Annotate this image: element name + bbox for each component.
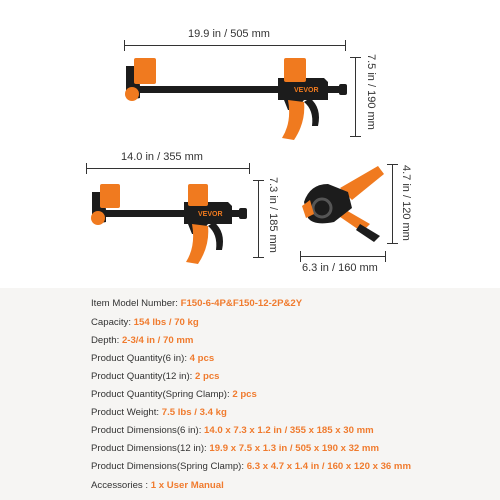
dimension-line bbox=[392, 164, 393, 244]
spec-row-quantity-spring: Product Quantity(Spring Clamp): 2 pcs bbox=[91, 389, 257, 400]
brand-logo: VEVOR bbox=[294, 87, 319, 94]
dimension-tick bbox=[86, 163, 87, 174]
dimension-line bbox=[124, 45, 346, 46]
dimension-line bbox=[86, 168, 250, 169]
dimension-line bbox=[355, 57, 356, 137]
small-height-label: 7.3 in / 185 mm bbox=[267, 177, 279, 253]
dimension-tick bbox=[253, 180, 264, 181]
dimension-tick bbox=[253, 257, 264, 258]
spec-row-quantity-12in: Product Quantity(12 in): 2 pcs bbox=[91, 371, 220, 382]
dimension-tick bbox=[345, 40, 346, 51]
spec-row-accessories: Accessories : 1 x User Manual bbox=[91, 480, 224, 491]
spec-row-dimensions-spring: Product Dimensions(Spring Clamp): 6.3 x 4.7 x 1.4 in / 160 x 120 x 36 mm bbox=[91, 461, 411, 472]
spring-width-label: 6.3 in / 160 mm bbox=[302, 262, 378, 274]
dimension-tick bbox=[124, 40, 125, 51]
small-width-label: 14.0 in / 355 mm bbox=[121, 151, 203, 163]
specifications-panel bbox=[0, 288, 500, 500]
large-width-label: 19.9 in / 505 mm bbox=[188, 28, 270, 40]
dimension-tick bbox=[350, 57, 361, 58]
large-bar-clamp-image bbox=[118, 52, 348, 144]
small-bar-clamp-image bbox=[84, 178, 249, 266]
spec-row-depth: Depth: 2-3/4 in / 70 mm bbox=[91, 335, 194, 346]
spec-row-dimensions-12in: Product Dimensions(12 in): 19.9 x 7.5 x 1.3 in / 505 x 190 x 32 mm bbox=[91, 443, 379, 454]
dimension-tick bbox=[385, 251, 386, 262]
dimension-tick bbox=[387, 243, 398, 244]
dimension-tick bbox=[249, 163, 250, 174]
spec-row-dimensions-6in: Product Dimensions(6 in): 14.0 x 7.3 x 1.2 in / 355 x 185 x 30 mm bbox=[91, 425, 374, 436]
brand-logo: VEVOR bbox=[198, 211, 223, 218]
spring-height-label: 4.7 in / 120 mm bbox=[400, 165, 412, 241]
spring-clamp-image bbox=[300, 162, 386, 244]
spec-row-capacity: Capacity: 154 lbs / 70 kg bbox=[91, 317, 199, 328]
dimension-tick bbox=[350, 136, 361, 137]
spec-row-quantity-6in: Product Quantity(6 in): 4 pcs bbox=[91, 353, 215, 364]
spec-row-weight: Product Weight: 7.5 lbs / 3.4 kg bbox=[91, 407, 227, 418]
dimension-line bbox=[258, 180, 259, 258]
spec-row-model: Item Model Number: F150-6-4P&F150-12-2P&2Y bbox=[91, 298, 303, 309]
dimension-tick bbox=[387, 164, 398, 165]
dimension-line bbox=[300, 256, 386, 257]
large-height-label: 7.5 in / 190 mm bbox=[365, 54, 377, 130]
dimension-tick bbox=[300, 251, 301, 262]
